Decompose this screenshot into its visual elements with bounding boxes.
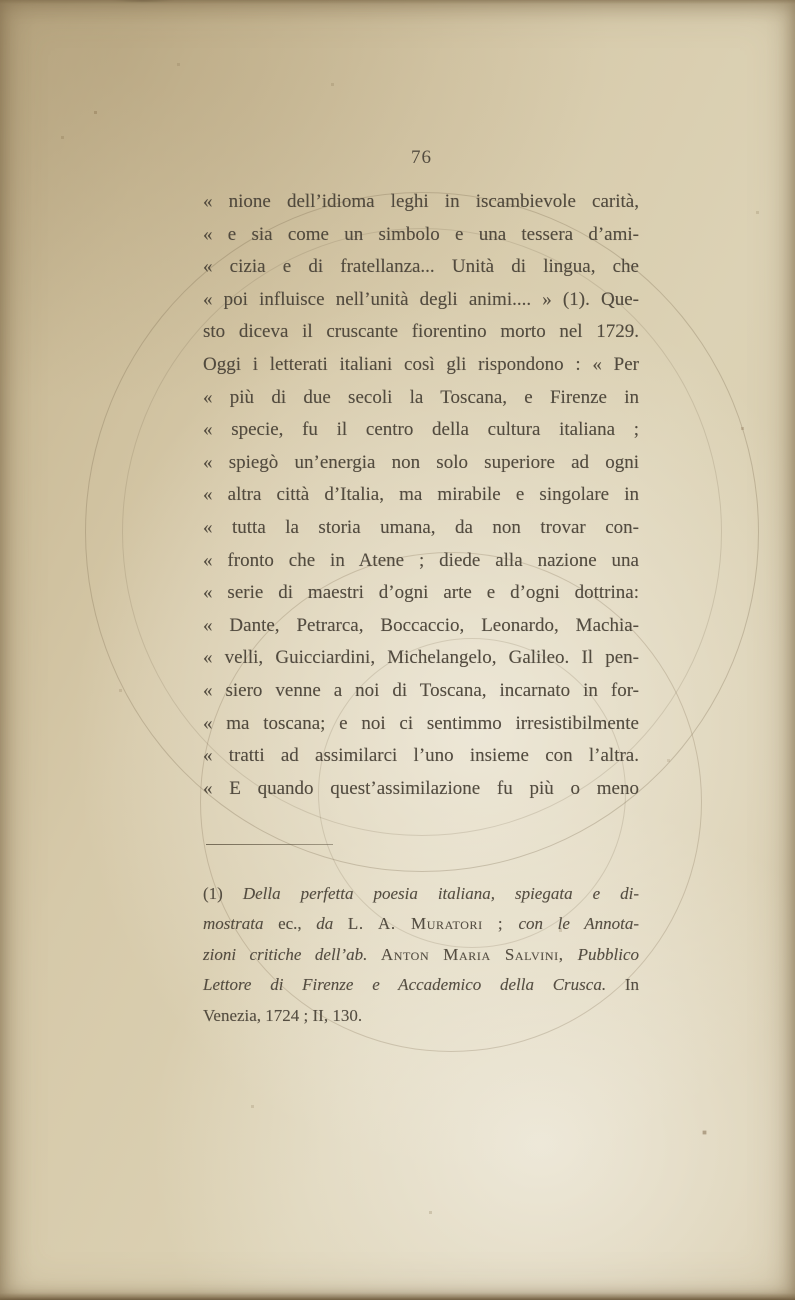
text-line: « ma toscana; e noi ci sentimmo irresistibilmente — [203, 712, 639, 734]
footnote-segment: In — [624, 975, 639, 995]
text-line: « fronto che in Atene ; diede alla nazione una — [203, 549, 639, 571]
text-line: « spiegò un’energia non solo superiore ad ogni — [203, 451, 639, 473]
text-line: « E quando quest’assimilazione fu più o meno — [203, 777, 639, 799]
footnote-segment: mostrata — [203, 914, 279, 934]
footnote-segment: zioni critiche dell’ab. — [203, 944, 381, 964]
text-line: « siero venne a noi di Toscana, incarnato in for- — [203, 679, 639, 701]
page-top-edge — [0, 0, 795, 4]
page-number: 76 — [411, 147, 432, 168]
footnote-segment: (1) — [203, 884, 243, 903]
text-line: « serie di maestri d’ogni arte e d’ogni dottrina: — [203, 582, 639, 604]
footnote-segment: L. A. Muratori ; — [347, 914, 519, 934]
footnote-segment: Anton Maria Salvini, — [380, 944, 578, 964]
footnote-segment: Pubblico — [577, 944, 640, 964]
footnote-line — [203, 879, 639, 909]
text-line: « specie, fu il centro della cultura italiana ; — [203, 419, 639, 441]
footnote — [203, 879, 639, 1031]
footnote-segment: Venezia, 1724 ; II, 130. — [203, 1005, 363, 1025]
footnote-separator-rule — [206, 844, 333, 845]
text-line: « Dante, Petrarca, Boccaccio, Leonardo, Machia- — [203, 614, 639, 636]
text-line: « cizia e di fratellanza... Unità di lingua, che — [203, 256, 639, 278]
text-line: Oggi i letterati italiani così gli rispondono : « Per — [203, 353, 639, 375]
text-line: « velli, Guicciardini, Michelangelo, Galileo. Il pen- — [203, 647, 639, 669]
footnote-segment: con le Annota- — [518, 914, 639, 934]
text-line: « altra città d’Italia, ma mirabile e singolare in — [203, 484, 639, 506]
text-line: « tratti ad assimilarci l’uno insieme con l’altra. — [203, 745, 639, 767]
page-bottom-edge — [0, 1293, 795, 1300]
text-line: « tutta la storia umana, da non trovar con- — [203, 516, 639, 538]
text-line: « più di due secoli la Toscana, e Firenze in — [203, 386, 639, 408]
footnote-segment: ec., — [278, 914, 317, 934]
footnote-segment: da — [316, 914, 348, 934]
footnote-line — [203, 970, 639, 1000]
footnote-segment: Lettore di Firenze e Accademico della Crusca. — [203, 975, 625, 995]
footnote-line — [203, 940, 639, 970]
text-line: « poi influisce nell’unità degli animi.... » (1). Que- — [203, 288, 639, 310]
footnote-line — [203, 909, 639, 939]
body-text — [203, 186, 639, 805]
text-line: sto diceva il cruscante fiorentino morto nel 1729. — [203, 321, 639, 343]
footnote-line — [203, 1001, 639, 1031]
footnote-segment: Della perfetta poesia italiana, spiegata e di- — [242, 884, 639, 903]
text-line: « nione dell’idioma leghi in iscambievole carità, — [203, 191, 639, 212]
text-line: « e sia come un simbolo e una tessera d’ami- — [203, 223, 639, 245]
